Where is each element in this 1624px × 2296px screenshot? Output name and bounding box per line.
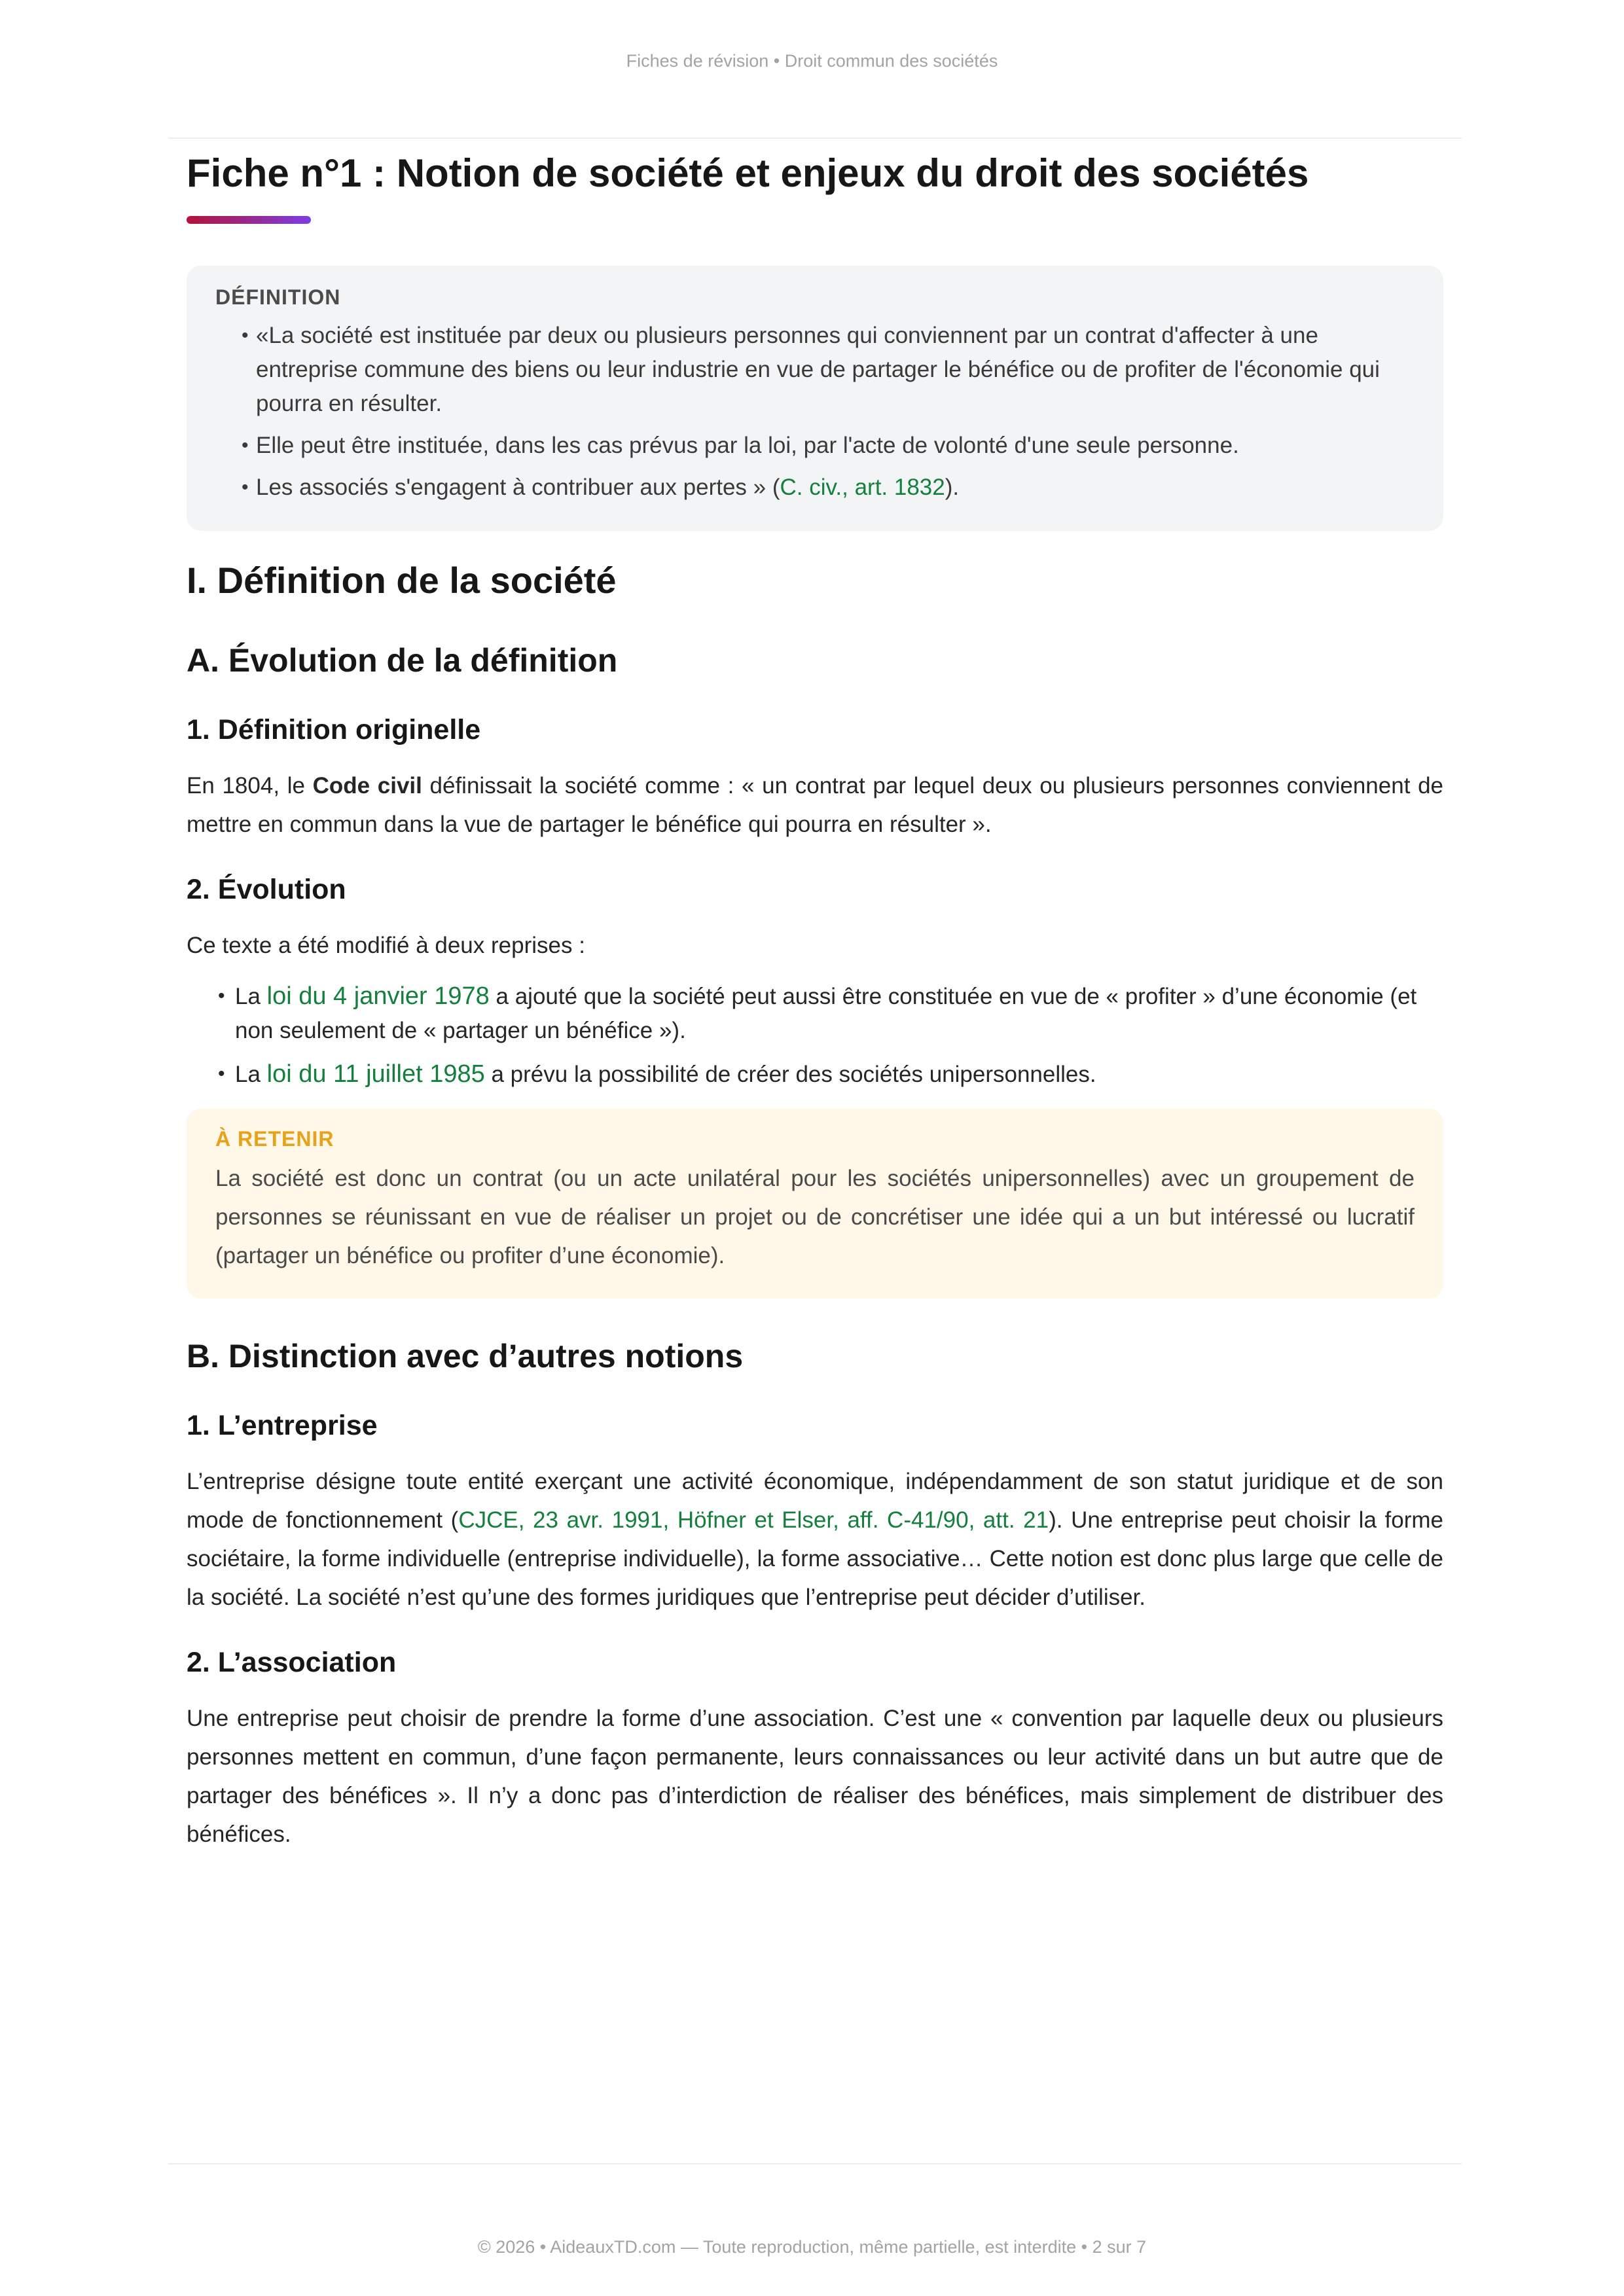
paragraph-text: L’entreprise désigne toute entité exerçant une activité économique, indépendamment de son statut juridique et de son mode de fonctionnement ( [187,1469,1443,1533]
page-footer: © 2026 • AideauxTD.com — Toute reproduction, même partielle, est interdite • 2 sur 7 [477,2237,1147,2257]
title-underline [187,216,311,224]
definition-text: ). [945,475,960,500]
list-text: La [235,984,267,1009]
paragraph [187,1462,1443,1617]
definition-item: • «La société est instituée par deux ou plusieurs personnes qui conviennent par un contrat d'affecter à une entreprise commune des biens ou leur industrie en vue de partager le bénéfice ou de profiter de l'économie qui pourra en résulter. [242,319,1415,421]
paragraph [187,766,1443,844]
sub-subsection-heading: 1. Définition originelle [187,714,481,745]
list-text: a ajouté que la société peut aussi être constituée en vue de « profiter » d’une économie (et non seulement de « partager un bénéfice »). [235,984,1417,1043]
paragraph-text: En 1804, le [187,773,313,798]
subsection-heading: B. Distinction avec d’autres notions [187,1338,744,1374]
sub-subsection-heading: 2. L’association [187,1647,397,1678]
retenir-text: La société est donc un contrat (ou un acte unilatéral pour les sociétés unipersonnelles) avec un groupement de personnes se réunissant en vue de réaliser un projet ou de concrétiser une idée qui a un but intéressé ou lucratif (partager un bénéfice ou profiter d’une économie). [215,1166,1415,1268]
page-header: Fiches de révision • Droit commun des sociétés [626,51,998,71]
page-title: Fiche n°1 : Notion de société et enjeux du droit des sociétés [187,151,1309,195]
sub-subsection-heading: 2. Évolution [187,874,346,905]
retenir-box [187,1109,1443,1299]
paragraph-text: ). Une entreprise peut choisir la forme sociétaire, la forme individuelle (entreprise individuelle), la forme associative… Cette notion est donc plus large que celle de la société. La société n’est qu’une des formes juridiques que l’entreprise peut décider d’utiliser. [187,1507,1443,1610]
definition-box [187,266,1443,531]
law-link[interactable]: loi du 4 janvier 1978 [266,982,490,1010]
paragraph: Ce texte a été modifié à deux reprises : [187,933,585,958]
list-item [218,979,1443,1048]
definition-label: DÉFINITION [215,285,341,309]
paragraph-text: définissait la société comme : « un contrat par lequel deux ou plusieurs personnes conviennent de mettre en commun dans la vue de partager le bénéfice qui pourra en résulter ». [187,773,1444,837]
list-text: a prévu la possibilité de créer des sociétés unipersonnelles. [484,1062,1096,1087]
document-content [187,137,1443,1854]
bullet-list [187,979,1443,1092]
case-law-link[interactable]: CJCE, 23 avr. 1991, Höfner et Elser, aff. C-41/90, att. 21 [458,1507,1049,1533]
definition-item: • Elle peut être instituée, dans les cas prévus par la loi, par l'acte de volonté d'une seule personne. [242,429,1415,463]
subsection-heading: A. Évolution de la définition [187,642,618,679]
footer-divider [168,2163,1462,2164]
section-heading: I. Définition de la société [187,560,617,601]
definition-text: Les associés s'engagent à contribuer aux pertes » ( [256,475,780,500]
list-item [218,1057,1443,1092]
sub-subsection-heading: 1. L’entreprise [187,1410,378,1441]
bold-text: Code civil [312,773,422,798]
civil-code-link[interactable]: C. civ., art. 1832 [780,475,945,500]
definition-item [242,471,1415,505]
list-text: La [235,1062,267,1087]
paragraph: Une entreprise peut choisir de prendre la forme d’une association. C’est une « convention par laquelle deux ou plusieurs personnes mettent en commun, d’une façon permanente, leurs connaissances ou leur activité dans un but autre que de partager des bénéfices ». Il n’y a donc pas d’interdiction de réaliser des bénéfices, mais simplement de distribuer des bénéfices. [187,1706,1443,1847]
retenir-label: À RETENIR [215,1127,334,1151]
law-link[interactable]: loi du 11 juillet 1985 [266,1060,485,1088]
definition-list [215,319,1415,505]
